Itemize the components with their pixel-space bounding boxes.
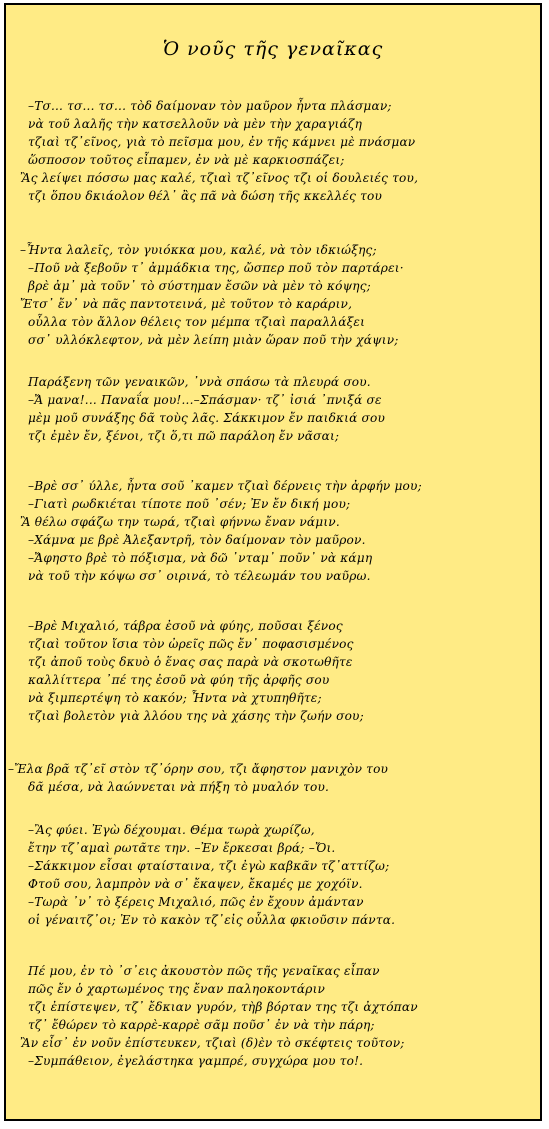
poem-line: –Ἄφηστο βρὲ τὸ πόξισμα, νὰ δῶ ᾽νταμ᾽ ποῦν᾽ νὰ κάμη [28, 551, 373, 565]
poem-line: –Τσ... τσ... τσ... τὸδ δαίμοναν τὸν μαῦρον ἦντα πλάσμαν; [28, 99, 392, 113]
poem-line: νὰ τοῦ λαλῆς τὴν κατσελλοῦν νὰ μὲν τὴν χαραγιάζη [28, 117, 363, 131]
poem-line: Ἂ θέλω σφάζω την τωρά, τζιαὶ φήννω ἔναν νάμιν. [20, 515, 340, 529]
poem-line: τζιαὶ βολετὸν γιὰ λλόου της νὰ χάσης τὴν ζωήν σου; [28, 709, 364, 723]
stanza-2 [20, 241, 536, 349]
stanza-8 [20, 962, 536, 1070]
poem-line: –Τωρὰ ᾽ν᾽ τὸ ξέρεις Μιχαλιό, πῶς ἐν ἔχουν ἀμάνταν [28, 895, 364, 909]
poem-line: –Συμπάθειον, ἐγελάστηκα γαμπρέ, συγχώρα μου το!. [28, 1054, 364, 1068]
poem-line: οἱ γέναιτζ᾽οι; Ἐν τὸ κακὸν τζ᾽εἰς οὗλλα φκιοῦσιν πάντα. [28, 913, 396, 927]
poem-line: –Ποῦ νὰ ξεβοῦν τ᾽ ἀμμάδκια της, ὤσπερ ποῦ τὸν παρτάρει· [28, 261, 404, 275]
poem-line: σσ᾽ υλλόκλεφτον, νὰ μὲν λείπη μιὰν ὥραν ποῦ τὴν χάψιν; [28, 333, 399, 347]
poem-page [4, 3, 542, 1121]
poem-line: Ἂς λείψει πόσσω μας καλέ, τζιαὶ τζ᾽εῖνος τζι οἱ δουλειές του, [20, 171, 419, 185]
stanza-1 [20, 97, 536, 205]
poem-line: τζιαὶ τοῦτον ἴσια τὸν ὠρεῖς πῶς ἔν᾽ ποφασισμένος [28, 637, 354, 651]
poem-line: Ἔτσ᾽ ἔν᾽ νὰ πᾶς παντοτεινά, μὲ τοῦτον τὸ καράριν, [20, 297, 353, 311]
poem-line: ἔτην τζ᾽αμαὶ ρωτᾶτε την. –Ἐν ἔρκεσαι βρά; –Ὄι. [28, 841, 336, 855]
poem-line: Ἂν εἶσ᾽ ἐν νοῦν ἐπίστευκεν, τζιαὶ (δ)ὲν τὸ σκέφτεις τοῦτον; [20, 1036, 405, 1050]
poem-line: –Χάμνα με βρὲ Ἀλεξαντρῆ, τὸν δαίμοναν τὸν μαῦρον. [28, 533, 366, 547]
stanza-5 [28, 617, 536, 725]
poem-line: –Ἄ μανα!... Παναΐα μου!...–Σπάσμαν· τζ᾽ ἰσιά ᾽πνιξά σε [28, 393, 382, 407]
poem-line: Πέ μου, ἐν τὸ ᾽σ᾽εις ἀκουστὸν πῶς τῆς γεναῖκας εἶπαν [28, 964, 380, 978]
stanza-3 [28, 373, 536, 445]
poem-line: τζι ὅπου δκιάολον θέλ᾽ ἂς πᾶ νὰ δώση τῆς κκελλές του [28, 189, 383, 203]
poem-line: –Ἂς φύει. Ἐγὼ δέχουμαι. Θέμα τωρὰ χωρίζω, [28, 823, 315, 837]
stanza-6 [8, 760, 536, 796]
stanza-4 [20, 477, 536, 585]
poem-line: Παράξενη τῶν γεναικῶν, ᾽ννὰ σπάσω τὰ πλευρά σου. [28, 375, 371, 389]
poem-line: –Ἔλα βρᾶ τζ᾽εῖ στὸν τζ᾽όρην σου, τζι ἄφηστον μανιχὸν του [8, 762, 389, 776]
poem-title: Ὁ νοῦς τῆς γεναῖκας [162, 38, 384, 60]
poem-line: βρὲ ἀμ᾽ μὰ τοῦν᾽ τὸ σύστημαν ἔσῶν νὰ μὲν τὸ κόψης; [28, 279, 371, 293]
poem-line: τζιαὶ τζ᾽εῖνος, γιὰ τὸ πεῖσμα μου, ἐν τῆς κάμνει μὲ πνάσμαν [28, 135, 416, 149]
poem-line: –Σάκκιμον εἶσαι φταίσταινα, τζι ἐγὼ καβκᾶν τζ᾽αττίζω; [28, 859, 390, 873]
poem-line: τζι ἐπίστεψεν, τζ᾽ ἔδκιαν γυρόν, τὴβ βόρταν της τζι ἀχτόπαν [28, 1000, 418, 1014]
poem-line: τζι ἀποῦ τοὺς δκυὸ ὁ ἕνας σας παρὰ νὰ σκοτωθῆτε [28, 655, 353, 669]
poem-line: πῶς ἔν ὁ χαρτωμένος της ἔναν παληοκοντάριν [28, 982, 326, 996]
poem-line: καλλίττερα ᾽πέ της ἐσοῦ νὰ φύη τῆς ἀρφῆς σου [28, 673, 330, 687]
stanza-7 [28, 821, 536, 929]
poem-line: τζι ἐμὲν ἔν, ξένοι, τζι ὅ,τι πῶ παράλοη ἔν νᾶσαι; [28, 429, 340, 443]
poem-line: τζ᾽ ἔθώρεν τὸ καρρὲ-καρρὲ σᾶμ ποῦσ᾽ ἐν νὰ τὴν πάρη; [28, 1018, 375, 1032]
poem-line: μὲμ μοῦ συνάξης δᾶ τοὺς λᾶς. Σάκκιμον ἔν παιδκιά σου [28, 411, 386, 425]
poem-line: ὥσποσον τοῦτος εἶπαμεν, ἐν νὰ μὲ καρκιοσπάζει; [28, 153, 345, 167]
poem-line: δᾶ μέσα, νὰ λαώννεται νὰ πήξη τὸ μυαλόν του. [28, 780, 330, 794]
poem-line: –Ἦντα λαλεῖς, τὸν γυιόκκα μου, καλέ, νὰ τὸν ιδκιώξης; [20, 243, 377, 257]
poem-line: οὗλλα τὸν ἄλλον θέλεις τον μέμπα τζιαὶ παραλλάξει [28, 315, 366, 329]
poem-line: νὰ τοῦ τὴν κόψω σσ᾽ οιρινά, τὸ τέλεωμάν του ναῦρω. [28, 569, 371, 583]
poem-line: –Βρὲ σσ᾽ ύλλε, ἦντα σοῦ ᾽καμεν τζιαὶ δέρνεις τὴν ἀρφήν μου; [28, 479, 422, 493]
poem-line: Φτοῦ σου, λαμπρὸν νὰ σ᾽ ἔκαψεν, ἔκαμές με χοχόϊν. [28, 877, 363, 891]
poem-line: –Γιατὶ ρωδκιέται τίποτε ποῦ ᾽σέν; Ἐν ἔν δική μου; [28, 497, 351, 511]
poem-line: νὰ ξιμπερτέψη τὸ κακόν; Ἦντα νὰ χτυπηθῆτε; [28, 691, 322, 705]
poem-line: –Βρὲ Μιχαλιό, τάβρα ἐσοῦ νὰ φύης, ποῦσαι ξένος [28, 619, 343, 633]
